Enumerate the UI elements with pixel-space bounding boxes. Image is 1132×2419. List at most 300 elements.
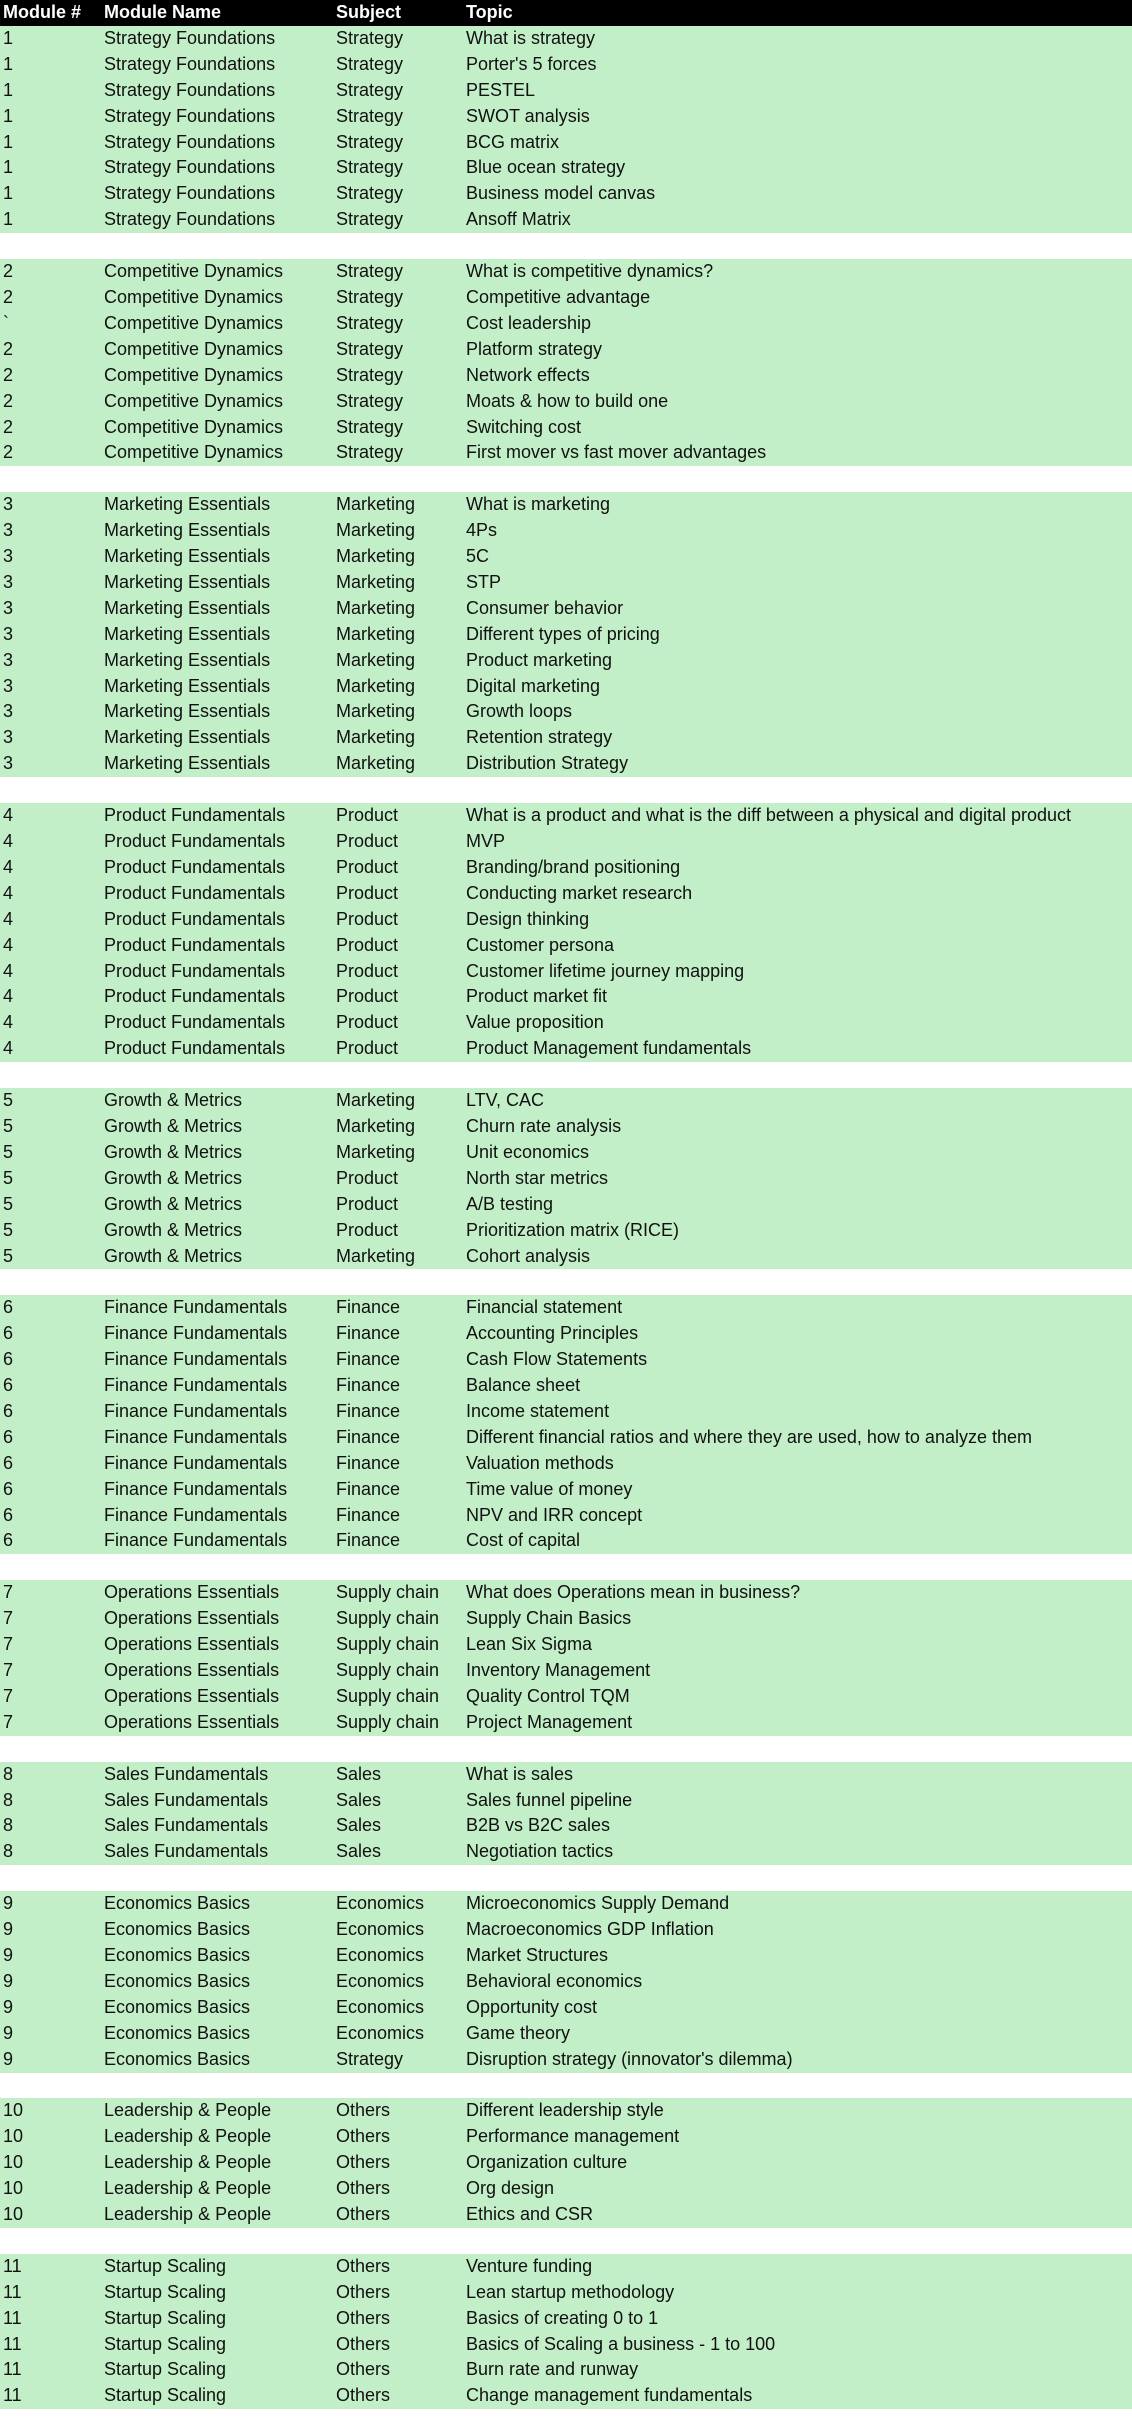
cell-subject[interactable]: Others [336,2152,391,2173]
cell-topic[interactable]: Branding/brand positioning [466,856,681,877]
cell-subject[interactable]: Economics [336,1996,425,2017]
cell-module-number[interactable]: 2 [3,338,14,359]
cell-module-name[interactable]: Economics Basics [104,1996,251,2017]
cell-module-name[interactable]: Product Fundamentals [104,908,286,929]
cell-subject[interactable]: Marketing [336,701,416,722]
cell-module-name[interactable]: Competitive Dynamics [104,364,284,385]
cell-subject[interactable]: Others [336,2359,391,2380]
cell-module-name[interactable]: Growth & Metrics [104,1141,243,1162]
cell-topic[interactable]: Conducting market research [466,882,693,903]
cell-subject[interactable]: Others [336,2255,391,2276]
cell-topic[interactable]: What is a product and what is the diff between a physical and digital product [466,805,1072,826]
cell-module-name[interactable]: Marketing Essentials [104,520,271,541]
cell-module-name[interactable]: Sales Fundamentals [104,1841,269,1862]
cell-module-number[interactable]: 1 [3,157,14,178]
cell-module-name[interactable]: Finance Fundamentals [104,1375,288,1396]
cell-subject[interactable]: Supply chain [336,1711,440,1732]
cell-module-number[interactable]: 6 [3,1400,14,1421]
cell-subject[interactable]: Finance [336,1452,401,1473]
cell-subject[interactable]: Supply chain [336,1660,440,1680]
cell-subject[interactable]: Marketing [336,727,416,748]
cell-module-number[interactable]: 1 [3,209,14,230]
cell-module-number[interactable]: 6 [3,1530,14,1551]
cell-subject[interactable]: Product [336,1012,399,1033]
cell-module-name[interactable]: Competitive Dynamics [104,286,284,307]
cell-module-name[interactable]: Strategy Foundations [104,131,276,152]
cell-module-name[interactable]: Product Fundamentals [104,805,286,826]
cell-subject[interactable]: Marketing [336,1090,416,1111]
cell-subject[interactable]: Strategy [336,27,404,48]
cell-module-number[interactable]: 11 [3,2359,22,2380]
cell-module-number[interactable]: 11 [3,2307,22,2328]
cell-subject[interactable]: Economics [336,1944,425,1965]
cell-topic[interactable]: A/B testing [466,1193,554,1214]
cell-topic[interactable]: What is marketing [466,494,611,515]
cell-topic[interactable]: Value proposition [466,1012,604,1033]
cell-module-number[interactable]: 4 [3,882,14,903]
cell-module-number[interactable]: 5 [3,1090,14,1111]
cell-module-name[interactable]: Economics Basics [104,1970,251,1991]
cell-module-number[interactable]: 4 [3,934,14,955]
cell-subject[interactable]: Strategy [336,286,404,307]
cell-module-number[interactable]: 8 [3,1763,14,1784]
cell-module-name[interactable]: Marketing Essentials [104,675,271,696]
cell-topic[interactable]: What is competitive dynamics? [466,261,714,282]
cell-topic[interactable]: Ansoff Matrix [466,209,571,230]
cell-module-number[interactable]: 2 [3,416,14,437]
cell-topic[interactable]: Microeconomics Supply Demand [466,1893,730,1914]
cell-module-name[interactable]: Sales Fundamentals [104,1815,269,1836]
cell-subject[interactable]: Strategy [336,261,404,282]
blank-row[interactable] [0,233,1132,259]
cell-module-name[interactable]: Marketing Essentials [104,571,271,592]
cell-module-name[interactable]: Marketing Essentials [104,727,271,748]
cell-module-name[interactable]: Finance Fundamentals [104,1530,288,1551]
cell-subject[interactable]: Strategy [336,53,404,74]
cell-module-number[interactable]: 1 [3,183,14,204]
cell-module-number[interactable]: 11 [3,2255,22,2276]
cell-subject[interactable]: Product [336,960,399,981]
cell-module-name[interactable]: Competitive Dynamics [104,338,284,359]
cell-module-name[interactable]: Competitive Dynamics [104,416,284,437]
header-subject[interactable]: Subject [336,2,402,22]
cell-topic[interactable]: Time value of money [466,1478,633,1499]
cell-module-number[interactable]: 3 [3,675,14,696]
cell-module-number[interactable]: 1 [3,105,14,126]
cell-subject[interactable]: Product [336,805,399,826]
header-topic[interactable]: Topic [466,2,513,22]
cell-module-name[interactable]: Leadership & People [104,2178,272,2199]
cell-module-name[interactable]: Strategy Foundations [104,209,276,230]
cell-module-number[interactable]: 7 [3,1685,14,1706]
cell-subject[interactable]: Marketing [336,546,416,567]
cell-topic[interactable]: Prioritization matrix (RICE) [466,1219,680,1240]
cell-module-name[interactable]: Finance Fundamentals [104,1478,288,1499]
cell-subject[interactable]: Strategy [336,131,404,152]
cell-subject[interactable]: Finance [336,1297,401,1318]
blank-row[interactable] [0,1269,1132,1295]
cell-module-number[interactable]: 3 [3,546,14,567]
cell-subject[interactable]: Marketing [336,1115,416,1136]
cell-subject[interactable]: Marketing [336,494,416,515]
cell-subject[interactable]: Product [336,1167,399,1188]
cell-module-name[interactable]: Finance Fundamentals [104,1504,288,1525]
cell-module-name[interactable]: Startup Scaling [104,2255,227,2276]
cell-subject[interactable]: Sales [336,1789,382,1810]
cell-subject[interactable]: Sales [336,1763,382,1784]
cell-topic[interactable]: Lean startup methodology [466,2281,675,2302]
cell-module-name[interactable]: Growth & Metrics [104,1115,243,1136]
cell-topic[interactable]: Macroeconomics GDP Inflation [466,1919,714,1940]
cell-topic[interactable]: Financial statement [466,1297,623,1318]
cell-module-number[interactable]: 9 [3,1944,14,1965]
cell-module-number[interactable]: 9 [3,1919,14,1940]
cell-module-number[interactable]: 7 [3,1711,14,1732]
cell-module-name[interactable]: Marketing Essentials [104,546,271,567]
cell-module-number[interactable]: 9 [3,1996,14,2017]
cell-module-number[interactable]: 4 [3,831,14,851]
cell-subject[interactable]: Marketing [336,520,416,541]
cell-module-number[interactable]: 5 [3,1167,14,1188]
cell-topic[interactable]: Income statement [466,1400,610,1421]
cell-module-name[interactable]: Leadership & People [104,2152,272,2173]
cell-topic[interactable]: Product Management fundamentals [466,1038,752,1059]
cell-module-number[interactable]: 4 [3,805,14,826]
cell-module-number[interactable]: 1 [3,131,14,152]
cell-subject[interactable]: Sales [336,1815,382,1836]
cell-module-number[interactable]: 9 [3,1893,14,1914]
cell-topic[interactable]: Change management fundamentals [466,2385,753,2406]
cell-subject[interactable]: Marketing [336,597,416,618]
cell-subject[interactable]: Strategy [336,416,404,437]
cell-module-name[interactable]: Product Fundamentals [104,986,286,1007]
blank-row[interactable] [0,1554,1132,1580]
cell-module-number[interactable]: ` [3,312,9,333]
cell-topic[interactable]: BCG matrix [466,131,560,152]
cell-module-number[interactable]: 1 [3,79,14,100]
cell-module-name[interactable]: Finance Fundamentals [104,1323,288,1344]
cell-subject[interactable]: Sales [336,1841,382,1862]
cell-module-number[interactable]: 11 [3,2281,22,2302]
blank-row[interactable] [0,466,1132,492]
cell-module-name[interactable]: Marketing Essentials [104,649,271,670]
cell-topic[interactable]: MVP [466,831,506,851]
cell-topic[interactable]: Inventory Management [466,1660,651,1680]
cell-subject[interactable]: Strategy [336,390,404,411]
cell-module-name[interactable]: Sales Fundamentals [104,1763,269,1784]
cell-topic[interactable]: Distribution Strategy [466,753,629,774]
cell-module-number[interactable]: 3 [3,571,14,592]
cell-topic[interactable]: Cost of capital [466,1530,581,1551]
cell-subject[interactable]: Product [336,1193,399,1214]
cell-module-number[interactable]: 7 [3,1608,14,1629]
cell-subject[interactable]: Finance [336,1349,401,1370]
blank-row[interactable] [0,1062,1132,1088]
cell-subject[interactable]: Marketing [336,675,416,696]
cell-subject[interactable]: Supply chain [336,1608,440,1629]
cell-module-number[interactable]: 8 [3,1815,14,1836]
cell-subject[interactable]: Others [336,2100,391,2121]
blank-row[interactable] [0,2228,1132,2254]
cell-module-name[interactable]: Leadership & People [104,2204,272,2225]
cell-subject[interactable]: Strategy [336,364,404,385]
cell-topic[interactable]: B2B vs B2C sales [466,1815,611,1836]
cell-topic[interactable]: Customer persona [466,934,615,955]
cell-subject[interactable]: Finance [336,1426,401,1447]
cell-topic[interactable]: 5C [466,546,490,567]
cell-topic[interactable]: Porter's 5 forces [466,53,597,74]
cell-module-number[interactable]: 10 [3,2126,24,2147]
cell-module-number[interactable]: 3 [3,753,14,774]
cell-topic[interactable]: What does Operations mean in business? [466,1582,801,1603]
cell-module-name[interactable]: Product Fundamentals [104,934,286,955]
cell-module-number[interactable]: 6 [3,1349,14,1370]
cell-topic[interactable]: Quality Control TQM [466,1685,630,1706]
cell-module-name[interactable]: Strategy Foundations [104,183,276,204]
cell-topic[interactable]: Different leadership style [466,2100,664,2121]
cell-module-number[interactable]: 5 [3,1219,14,1240]
cell-subject[interactable]: Product [336,934,399,955]
cell-subject[interactable]: Marketing [336,649,416,670]
cell-module-number[interactable]: 1 [3,53,14,74]
cell-module-number[interactable]: 10 [3,2204,24,2225]
cell-topic[interactable]: Unit economics [466,1141,590,1162]
cell-subject[interactable]: Product [336,882,399,903]
cell-topic[interactable]: Competitive advantage [466,286,651,307]
cell-module-number[interactable]: 6 [3,1323,14,1344]
cell-topic[interactable]: Organization culture [466,2152,628,2173]
cell-module-name[interactable]: Marketing Essentials [104,623,271,644]
cell-subject[interactable]: Finance [336,1530,401,1551]
cell-module-name[interactable]: Strategy Foundations [104,157,276,178]
cell-topic[interactable]: Game theory [466,2022,571,2043]
cell-topic[interactable]: STP [466,571,502,592]
cell-subject[interactable]: Supply chain [336,1582,440,1603]
cell-module-number[interactable]: 3 [3,494,14,515]
cell-module-name[interactable]: Startup Scaling [104,2307,227,2328]
cell-module-name[interactable]: Operations Essentials [104,1660,280,1680]
cell-module-name[interactable]: Economics Basics [104,2048,251,2069]
cell-module-number[interactable]: 6 [3,1478,14,1499]
cell-subject[interactable]: Strategy [336,442,404,463]
cell-subject[interactable]: Product [336,856,399,877]
cell-module-name[interactable]: Startup Scaling [104,2281,227,2302]
cell-module-name[interactable]: Economics Basics [104,1944,251,1965]
cell-subject[interactable]: Marketing [336,623,416,644]
cell-topic[interactable]: Cohort analysis [466,1245,591,1266]
cell-module-number[interactable]: 7 [3,1660,14,1680]
cell-subject[interactable]: Product [336,986,399,1007]
cell-subject[interactable]: Marketing [336,753,416,774]
cell-module-name[interactable]: Finance Fundamentals [104,1452,288,1473]
cell-topic[interactable]: Basics of creating 0 to 1 [466,2307,659,2328]
cell-module-name[interactable]: Economics Basics [104,1919,251,1940]
cell-module-number[interactable]: 7 [3,1634,14,1655]
cell-module-number[interactable]: 3 [3,727,14,748]
cell-module-name[interactable]: Competitive Dynamics [104,261,284,282]
cell-topic[interactable]: Network effects [466,364,590,385]
blank-row[interactable] [0,2073,1132,2099]
cell-module-number[interactable]: 3 [3,623,14,644]
cell-module-name[interactable]: Finance Fundamentals [104,1400,288,1421]
cell-subject[interactable]: Product [336,1038,399,1059]
cell-module-number[interactable]: 9 [3,2022,14,2043]
cell-subject[interactable]: Product [336,908,399,929]
cell-subject[interactable]: Others [336,2307,391,2328]
cell-topic[interactable]: Consumer behavior [466,597,624,618]
cell-module-number[interactable]: 10 [3,2152,24,2173]
cell-subject[interactable]: Supply chain [336,1685,440,1706]
cell-subject[interactable]: Economics [336,1893,425,1914]
cell-topic[interactable]: Venture funding [466,2255,593,2276]
cell-module-name[interactable]: Product Fundamentals [104,1038,286,1059]
cell-topic[interactable]: Market Structures [466,1944,609,1965]
cell-subject[interactable]: Finance [336,1400,401,1421]
cell-module-number[interactable]: 2 [3,390,14,411]
cell-module-number[interactable]: 9 [3,1970,14,1991]
cell-module-name[interactable]: Growth & Metrics [104,1193,243,1214]
cell-module-name[interactable]: Marketing Essentials [104,701,271,722]
cell-subject[interactable]: Others [336,2204,391,2225]
cell-module-number[interactable]: 9 [3,2048,14,2069]
cell-topic[interactable]: Basics of Scaling a business - 1 to 100 [466,2333,776,2354]
cell-module-number[interactable]: 11 [3,2333,22,2354]
cell-module-number[interactable]: 4 [3,908,14,929]
cell-module-name[interactable]: Startup Scaling [104,2385,227,2406]
blank-row[interactable] [0,1865,1132,1891]
cell-topic[interactable]: Burn rate and runway [466,2359,639,2380]
cell-topic[interactable]: Project Management [466,1711,633,1732]
cell-module-name[interactable]: Operations Essentials [104,1685,280,1706]
cell-subject[interactable]: Economics [336,2022,425,2043]
cell-module-number[interactable]: 10 [3,2178,24,2199]
cell-module-name[interactable]: Operations Essentials [104,1582,280,1603]
cell-topic[interactable]: Balance sheet [466,1375,581,1396]
cell-module-name[interactable]: Competitive Dynamics [104,312,284,333]
cell-module-number[interactable]: 11 [3,2385,22,2406]
cell-module-name[interactable]: Growth & Metrics [104,1090,243,1111]
cell-module-number[interactable]: 5 [3,1193,14,1214]
cell-topic[interactable]: Retention strategy [466,727,613,748]
cell-module-name[interactable]: Startup Scaling [104,2333,227,2354]
cell-subject[interactable]: Economics [336,1919,425,1940]
cell-topic[interactable]: Supply Chain Basics [466,1608,632,1629]
cell-subject[interactable]: Finance [336,1478,401,1499]
cell-topic[interactable]: Switching cost [466,416,582,437]
cell-module-name[interactable]: Competitive Dynamics [104,390,284,411]
cell-module-number[interactable]: 5 [3,1245,14,1266]
cell-module-number[interactable]: 4 [3,1038,14,1059]
cell-module-number[interactable]: 1 [3,27,14,48]
cell-module-name[interactable]: Economics Basics [104,1893,251,1914]
cell-module-number[interactable]: 6 [3,1297,14,1318]
cell-topic[interactable]: Valuation methods [466,1452,614,1473]
cell-subject[interactable]: Marketing [336,1245,416,1266]
cell-module-name[interactable]: Finance Fundamentals [104,1297,288,1318]
cell-module-number[interactable]: 6 [3,1426,14,1447]
cell-subject[interactable]: Others [336,2126,391,2147]
cell-subject[interactable]: Strategy [336,157,404,178]
cell-module-number[interactable]: 6 [3,1504,14,1525]
header-module-number[interactable]: Module # [3,2,82,22]
cell-module-number[interactable]: 6 [3,1375,14,1396]
cell-topic[interactable]: Different financial ratios and where they are used, how to analyze them [466,1426,1032,1447]
cell-topic[interactable]: Org design [466,2178,555,2199]
cell-subject[interactable]: Finance [336,1323,401,1344]
cell-topic[interactable]: NPV and IRR concept [466,1504,643,1525]
cell-topic[interactable]: Product marketing [466,649,613,670]
cell-module-name[interactable]: Strategy Foundations [104,27,276,48]
cell-module-name[interactable]: Product Fundamentals [104,1012,286,1033]
cell-topic[interactable]: First mover vs fast mover advantages [466,442,767,463]
cell-module-name[interactable]: Sales Fundamentals [104,1789,269,1810]
cell-module-name[interactable]: Strategy Foundations [104,53,276,74]
cell-module-name[interactable]: Strategy Foundations [104,105,276,126]
cell-subject[interactable]: Product [336,831,399,851]
cell-module-number[interactable]: 2 [3,286,14,307]
cell-topic[interactable]: North star metrics [466,1167,609,1188]
blank-row[interactable] [0,777,1132,803]
cell-module-name[interactable]: Startup Scaling [104,2359,227,2380]
cell-topic[interactable]: Performance management [466,2126,680,2147]
cell-topic[interactable]: What is sales [466,1763,574,1784]
cell-topic[interactable]: Ethics and CSR [466,2204,594,2225]
cell-module-name[interactable]: Product Fundamentals [104,831,286,851]
cell-topic[interactable]: Negotiation tactics [466,1841,614,1862]
cell-subject[interactable]: Marketing [336,1141,416,1162]
cell-subject[interactable]: Marketing [336,571,416,592]
cell-module-name[interactable]: Marketing Essentials [104,753,271,774]
cell-module-number[interactable]: 4 [3,986,14,1007]
cell-module-name[interactable]: Finance Fundamentals [104,1426,288,1447]
cell-topic[interactable]: Behavioral economics [466,1970,643,1991]
cell-module-number[interactable]: 3 [3,701,14,722]
cell-topic[interactable]: SWOT analysis [466,105,590,126]
cell-module-number[interactable]: 3 [3,649,14,670]
cell-topic[interactable]: Cash Flow Statements [466,1349,648,1370]
cell-module-name[interactable]: Operations Essentials [104,1711,280,1732]
cell-topic[interactable]: Business model canvas [466,183,656,204]
cell-module-number[interactable]: 4 [3,856,14,877]
cell-topic[interactable]: Lean Six Sigma [466,1634,593,1655]
cell-subject[interactable]: Supply chain [336,1634,440,1655]
cell-topic[interactable]: Churn rate analysis [466,1115,622,1136]
cell-module-name[interactable]: Operations Essentials [104,1608,280,1629]
cell-subject[interactable]: Strategy [336,2048,404,2069]
cell-topic[interactable]: Cost leadership [466,312,592,333]
cell-subject[interactable]: Strategy [336,105,404,126]
cell-module-number[interactable]: 5 [3,1115,14,1136]
cell-subject[interactable]: Product [336,1219,399,1240]
cell-module-name[interactable]: Finance Fundamentals [104,1349,288,1370]
cell-topic[interactable]: Different types of pricing [466,623,660,644]
cell-module-number[interactable]: 7 [3,1582,14,1603]
cell-module-name[interactable]: Strategy Foundations [104,79,276,100]
cell-subject[interactable]: Others [336,2333,391,2354]
cell-topic[interactable]: Moats & how to build one [466,390,669,411]
cell-subject[interactable]: Finance [336,1375,401,1396]
cell-module-name[interactable]: Competitive Dynamics [104,442,284,463]
cell-subject[interactable]: Others [336,2385,391,2406]
cell-topic[interactable]: Growth loops [466,701,573,722]
cell-topic[interactable]: What is strategy [466,27,596,48]
cell-module-number[interactable]: 2 [3,442,14,463]
cell-subject[interactable]: Others [336,2178,391,2199]
blank-row[interactable] [0,1736,1132,1762]
cell-topic[interactable]: Product market fit [466,986,608,1007]
cell-module-name[interactable]: Operations Essentials [104,1634,280,1655]
cell-module-number[interactable]: 6 [3,1452,14,1473]
